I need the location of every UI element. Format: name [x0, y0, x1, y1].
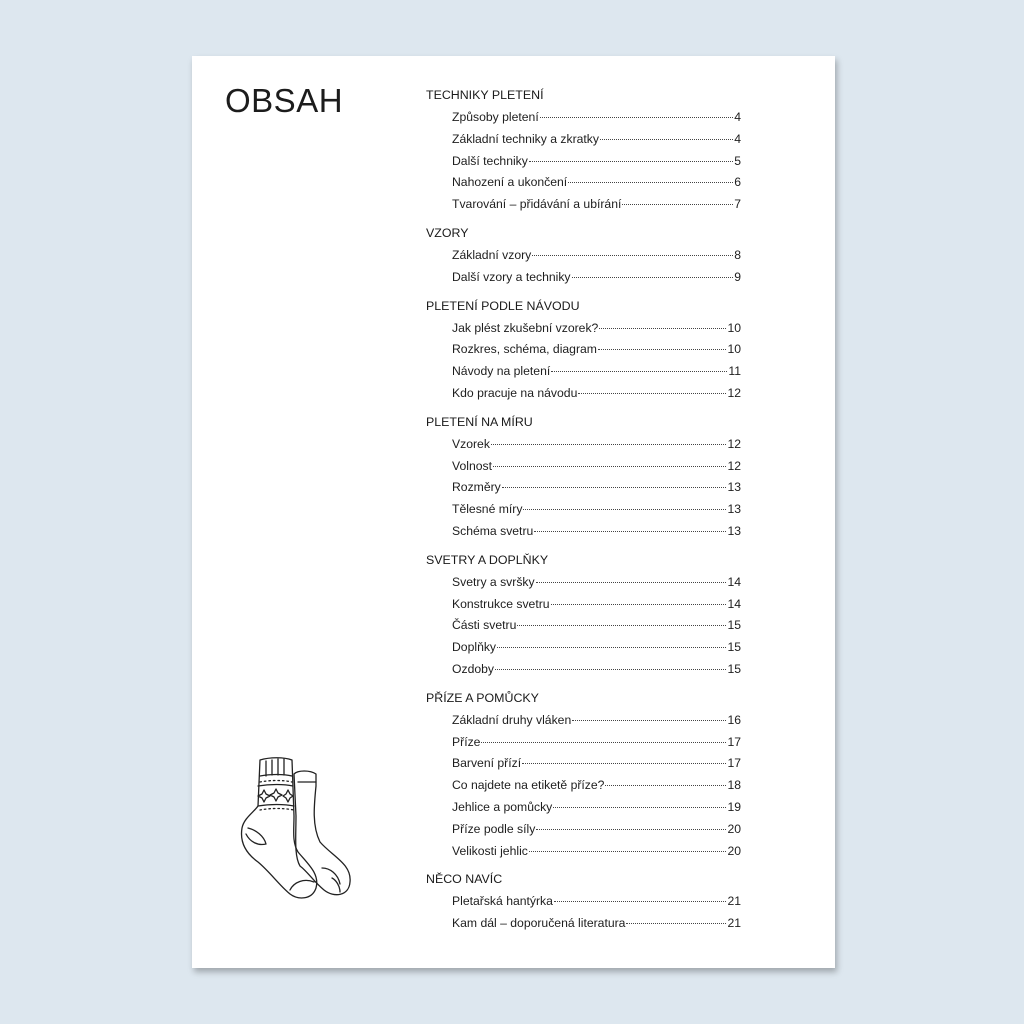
toc-entry-page-number: 15 — [727, 618, 741, 633]
toc-entry-page-number: 4 — [734, 110, 741, 124]
dot-leader — [598, 349, 726, 350]
toc-entry-page-number: 17 — [727, 756, 741, 771]
toc-entry-page-number: 21 — [727, 916, 741, 931]
dot-leader — [572, 277, 734, 278]
toc-section-neco-navic — [426, 869, 741, 935]
toc-entry-label: Způsoby pletení — [452, 110, 539, 124]
toc-entry — [426, 172, 741, 194]
toc-entry-page-number: 18 — [727, 778, 741, 793]
toc-entry-label: Tělesné míry — [452, 502, 523, 517]
toc-entry — [426, 383, 741, 405]
toc-entry-label: Co najdete na etiketě příze? — [452, 778, 605, 793]
toc-entry — [426, 659, 741, 681]
toc-entry — [426, 267, 741, 289]
toc-section-title: PŘÍZE A POMŮCKY — [426, 690, 539, 705]
toc-entry-page-number: 5 — [734, 153, 741, 168]
dot-leader — [523, 509, 726, 510]
dot-leader — [532, 255, 733, 256]
toc-entry — [426, 572, 741, 594]
toc-entry — [426, 456, 741, 478]
toc-entry — [426, 477, 741, 499]
toc-entry-page-number: 13 — [727, 480, 741, 495]
dot-leader — [554, 901, 727, 902]
toc-entry-page-number: 4 — [734, 131, 741, 146]
toc-entry — [426, 129, 741, 151]
toc-entry-label: Základní druhy vláken — [452, 712, 572, 727]
toc-entry-page-number: 15 — [727, 640, 741, 655]
dot-leader — [481, 742, 726, 743]
toc-entry-page-number: 13 — [727, 502, 741, 517]
dot-leader — [605, 785, 726, 786]
document-page — [192, 56, 835, 968]
toc-entry-label: Doplňky — [452, 640, 497, 655]
toc-entry-page-number: 19 — [727, 799, 741, 814]
toc-section-pleteni-na-miru — [426, 412, 741, 543]
toc-entry — [426, 797, 741, 819]
toc-entry-page-number: 14 — [727, 596, 741, 611]
toc-entry-label: Volnost — [452, 458, 492, 473]
toc-entry-label: Příze podle síly — [452, 821, 536, 836]
toc-entry — [426, 434, 741, 456]
toc-entry-label: Jak plést zkušební vzorek? — [452, 320, 599, 335]
toc-section-techniky-pleteni — [426, 85, 741, 216]
toc-entry-page-number: 10 — [727, 342, 741, 357]
toc-entry — [426, 710, 741, 732]
toc-section-title: PLETENÍ PODLE NÁVODU — [426, 298, 580, 313]
toc-entry-label: Jehlice a pomůcky — [452, 799, 553, 814]
toc-entry — [426, 594, 741, 616]
toc-entry-page-number: 8 — [734, 247, 741, 262]
toc-entry-label: Příze — [452, 734, 481, 749]
toc-section-prize-a-pomucky — [426, 688, 741, 863]
dot-leader — [517, 625, 726, 626]
table-of-contents — [426, 85, 741, 935]
toc-entry — [426, 318, 741, 340]
page-title: OBSAH — [225, 82, 344, 119]
dot-leader — [553, 807, 726, 808]
dot-leader — [578, 393, 726, 394]
dot-leader — [600, 139, 733, 140]
dot-leader — [522, 763, 726, 764]
dot-leader — [540, 117, 733, 118]
toc-entry-page-number: 12 — [727, 385, 741, 400]
toc-entry — [426, 339, 741, 361]
toc-entry-page-number: 14 — [727, 574, 741, 589]
dot-leader — [572, 720, 726, 721]
toc-entry-label: Rozkres, schéma, diagram — [452, 342, 597, 357]
toc-entry-page-number: 12 — [727, 458, 741, 473]
toc-entry-label: Další vzory a techniky — [452, 269, 571, 284]
toc-entry — [426, 194, 741, 216]
toc-entry-label: Schéma svetru — [452, 523, 534, 538]
toc-entry-label: Kdo pracuje na návodu — [452, 385, 578, 400]
dot-leader — [551, 371, 727, 372]
knitted-socks-icon — [236, 756, 354, 902]
toc-section-vzory — [426, 223, 741, 289]
toc-entry — [426, 913, 741, 935]
toc-entry-page-number: 20 — [727, 843, 741, 858]
toc-entry-page-number: 21 — [727, 894, 741, 909]
toc-section-title: TECHNIKY PLETENÍ — [426, 88, 544, 102]
dot-leader — [536, 829, 726, 830]
dot-leader — [626, 923, 726, 924]
toc-entry — [426, 775, 741, 797]
toc-entry-label: Návody na pletení — [452, 364, 551, 379]
toc-entry — [426, 521, 741, 543]
toc-entry-label: Rozměry — [452, 480, 501, 495]
toc-entry-label: Ozdoby — [452, 661, 495, 676]
toc-entry-label: Části svetru — [452, 618, 517, 633]
dot-leader — [502, 487, 727, 488]
dot-leader — [599, 328, 726, 329]
toc-entry-label: Barvení přízí — [452, 756, 522, 771]
toc-entry-page-number: 11 — [728, 364, 741, 379]
toc-entry-label: Vzorek — [452, 436, 490, 451]
toc-entry — [426, 361, 741, 383]
toc-section-pleteni-podle-navodu — [426, 296, 741, 405]
dot-leader — [551, 604, 727, 605]
toc-entry-page-number: 13 — [727, 523, 741, 538]
toc-section-title: PLETENÍ NA MÍRU — [426, 414, 533, 429]
toc-entry-page-number: 9 — [734, 269, 741, 284]
toc-entry — [426, 841, 741, 863]
toc-entry-label: Kam dál – doporučená literatura — [452, 916, 626, 931]
toc-entry-label: Základní techniky a zkratky — [452, 131, 599, 146]
dot-leader — [529, 851, 727, 852]
toc-section-title: SVETRY A DOPLŇKY — [426, 552, 549, 567]
toc-entry-page-number: 12 — [727, 436, 741, 451]
toc-entry-label: Svetry a svršky — [452, 574, 535, 589]
toc-entry — [426, 245, 741, 267]
toc-section-svetry-a-doplnky — [426, 550, 741, 681]
dot-leader — [491, 444, 727, 445]
toc-entry — [426, 615, 741, 637]
toc-entry — [426, 107, 741, 129]
toc-entry — [426, 637, 741, 659]
dot-leader — [529, 161, 733, 162]
dot-leader — [497, 647, 726, 648]
toc-entry — [426, 891, 741, 913]
toc-entry — [426, 819, 741, 841]
toc-entry — [426, 499, 741, 521]
toc-entry-page-number: 16 — [727, 712, 741, 727]
dot-leader — [534, 531, 726, 532]
toc-entry-page-number: 15 — [727, 661, 741, 676]
dot-leader — [622, 204, 733, 205]
toc-entry-label: Nahození a ukončení — [452, 175, 568, 190]
toc-entry-label: Pletařská hantýrka — [452, 894, 553, 909]
toc-entry-page-number: 20 — [727, 821, 741, 836]
toc-entry-label: Další techniky — [452, 153, 528, 168]
toc-entry-page-number: 7 — [734, 197, 741, 212]
toc-entry-label: Konstrukce svetru — [452, 596, 550, 611]
toc-entry-label: Základní vzory — [452, 247, 532, 262]
dot-leader — [568, 182, 733, 183]
toc-entry-page-number: 17 — [727, 734, 741, 749]
dot-leader — [495, 669, 726, 670]
toc-section-title: VZORY — [426, 225, 469, 240]
dot-leader — [493, 466, 726, 467]
toc-entry-page-number: 6 — [734, 175, 741, 190]
toc-entry — [426, 151, 741, 173]
toc-entry — [426, 732, 741, 754]
toc-section-title: NĚCO NAVÍC — [426, 872, 503, 887]
toc-entry-page-number: 10 — [727, 320, 741, 335]
dot-leader — [536, 582, 727, 583]
toc-entry — [426, 753, 741, 775]
toc-entry-label: Tvarování – přidávání a ubírání — [452, 197, 622, 212]
toc-entry-label: Velikosti jehlic — [452, 843, 528, 858]
